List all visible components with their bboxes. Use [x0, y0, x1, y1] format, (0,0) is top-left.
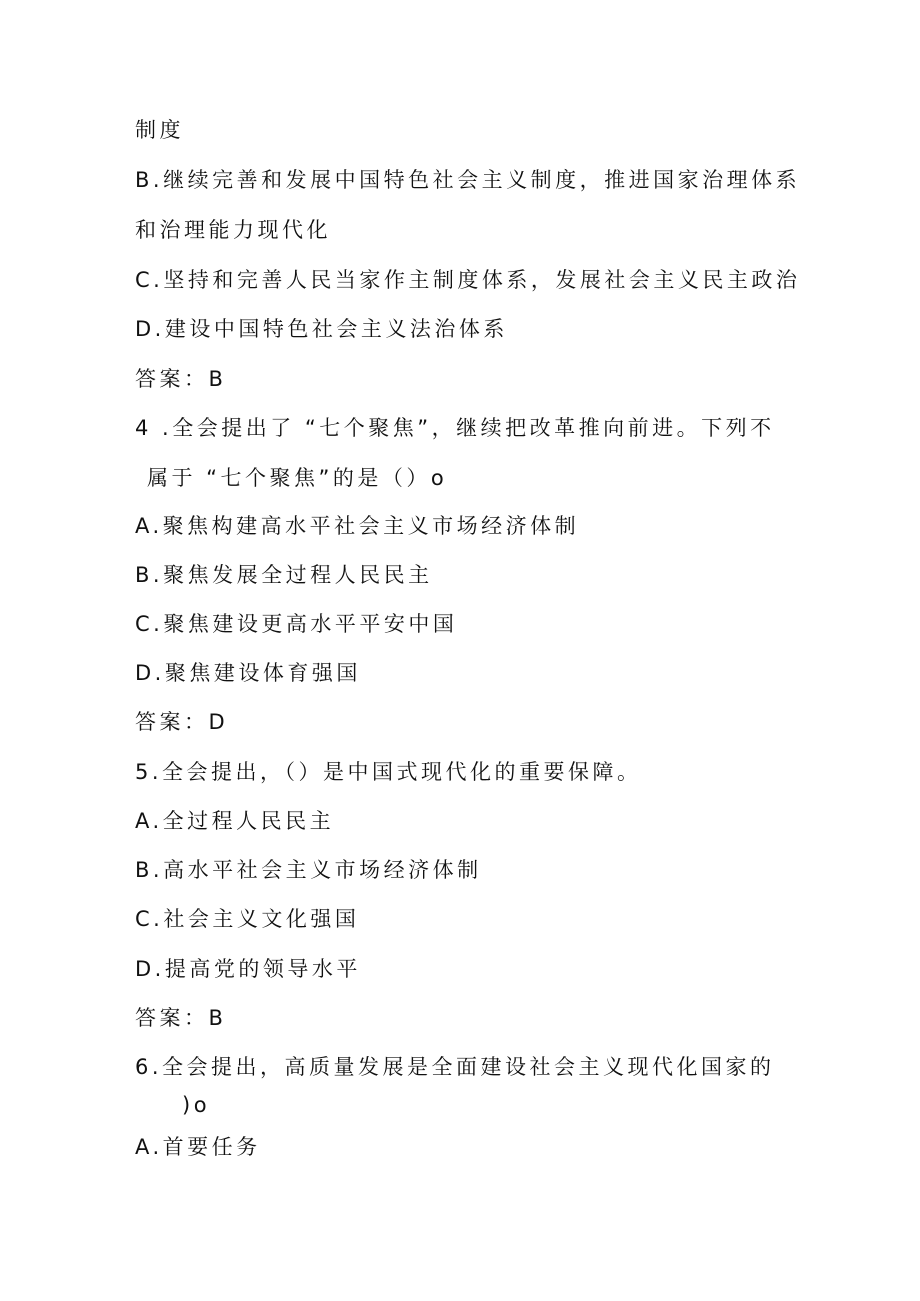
- answer-line: 答案：B: [135, 367, 227, 391]
- question-4: 4 .全会提出了 “七个聚焦”，继续把改革推向前进。下列不: [135, 416, 775, 440]
- question-4-option-d: D.聚焦建设体育强国: [135, 661, 361, 685]
- question-5-option-d: D.提高党的领导水平: [135, 957, 361, 981]
- question-5-option-c: C.社会主义文化强国: [135, 907, 360, 931]
- option-line-b-continuation: 和治理能力现代化: [135, 218, 331, 242]
- question-4-option-a: A.聚焦构建高水平社会主义市场经济体制: [135, 514, 580, 538]
- question-6-continuation: )o: [182, 1093, 211, 1117]
- question-5: 5.全会提出，（）是中国式现代化的重要保障。: [135, 760, 642, 784]
- question-5-option-b: B.高水平社会主义市场经济体制: [135, 858, 482, 882]
- text-line-continuation: 制度: [135, 118, 184, 142]
- question-6: 6.全会提出，高质量发展是全面建设社会主义现代化国家的: [135, 1055, 775, 1079]
- option-line-d: D.建设中国特色社会主义法治体系: [135, 317, 508, 341]
- question-4-continuation: 属于 “七个聚焦”的是（）o: [147, 466, 448, 490]
- question-4-option-b: B.聚焦发展全过程人民民主: [135, 563, 433, 587]
- option-line-b: B.继续完善和发展中国特色社会主义制度，推进国家治理体系: [135, 168, 801, 192]
- question-4-answer: 答案：D: [135, 710, 229, 734]
- question-4-option-c: C.聚焦建设更高水平平安中国: [135, 612, 458, 636]
- question-5-answer: 答案：B: [135, 1006, 227, 1030]
- question-5-option-a: A.全过程人民民主: [135, 809, 335, 833]
- question-6-option-a: A.首要任务: [135, 1135, 261, 1159]
- option-line-c: C.坚持和完善人民当家作主制度体系，发展社会主义民主政治: [135, 268, 801, 292]
